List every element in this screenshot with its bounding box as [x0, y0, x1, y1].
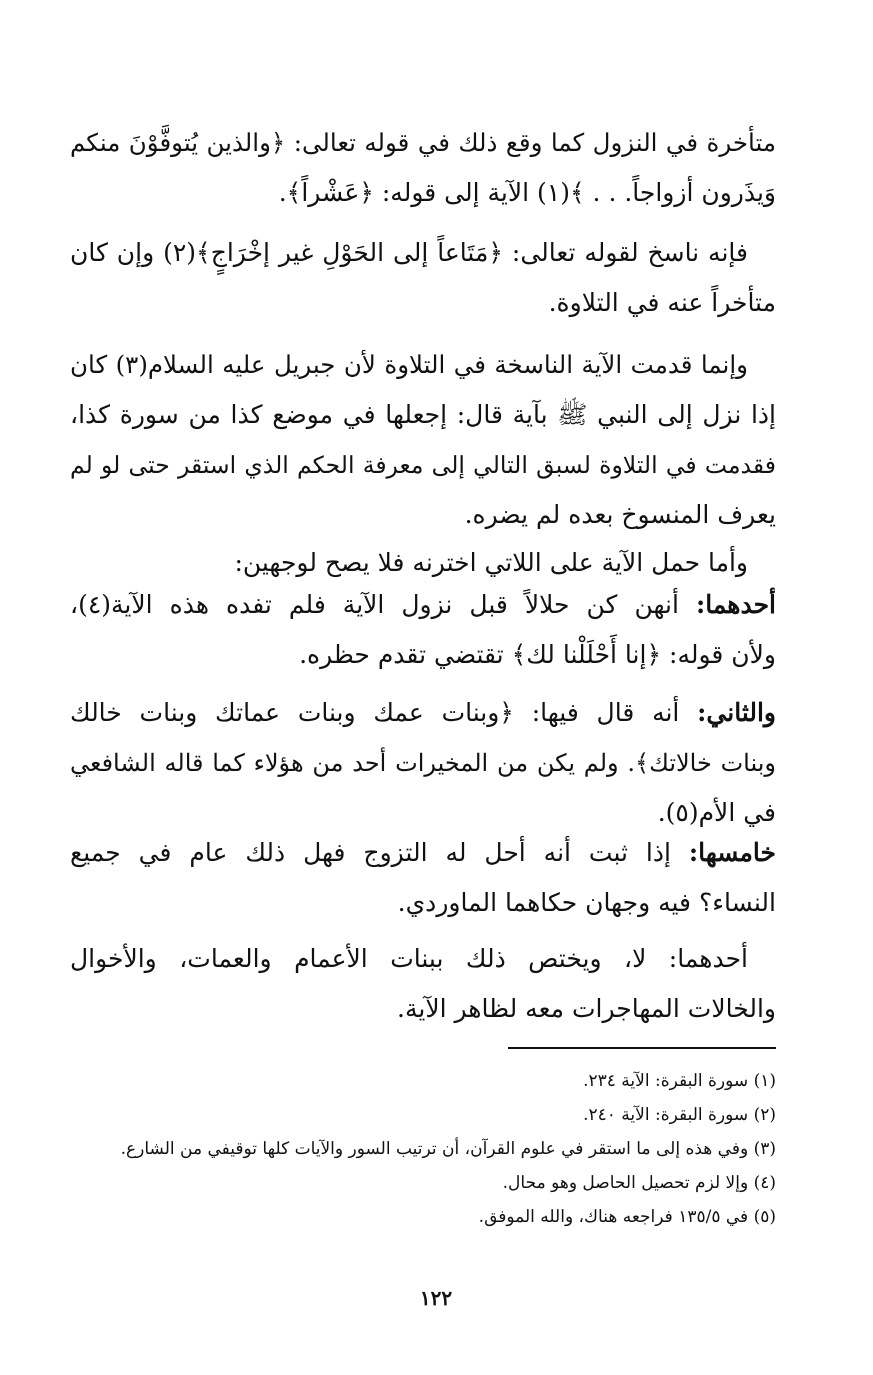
footnote-3: (٣) وفي هذه إلى ما استقر في علوم القرآن، أن ترتيب السور والآيات كلها توقيفي من الشارع.: [120, 1139, 776, 1159]
text-line-10: [70, 580, 776, 630]
text-line-11: ولأن قوله: ﴿إنا أَحْلَلْنا لك﴾ تقتضي تقدم حظره.: [299, 640, 776, 669]
footnote-separator: [508, 1047, 776, 1049]
text-line-6: إذا نزل إلى النبي ﷺ بآية قال: إجعلها في موضع كذا من سورة كذا،: [70, 400, 776, 429]
text-line-1: متأخرة في النزول كما وقع ذلك في قوله تعالى: ﴿والذين يُتوفَّوْنَ منكم: [70, 128, 776, 157]
text-line-12: [70, 688, 776, 738]
text-line-14: في الأم(٥).: [657, 798, 776, 827]
text-line-13: وبنات خالاتك﴾. ولم يكن من المخيرات أحد من هؤلاء كما قاله الشافعي: [70, 749, 776, 777]
text-line-18: والخالات المهاجرات معه لظاهر الآية.: [397, 994, 776, 1023]
text-line-10-body: أنهن كن حلالاً قبل نزول الآية فلم تفده هذه الآية(٤)،: [70, 590, 679, 619]
text-line-8: يعرف المنسوخ بعده لم يضره.: [464, 500, 776, 529]
text-line-12-body: أنه قال فيها: ﴿وبنات عمك وبنات عماتك وبنات خالك: [70, 698, 680, 727]
label-second: والثاني:: [697, 698, 776, 727]
text-line-9: وأما حمل الآية على اللاتي اخترنه فلا يصح لوجهين:: [234, 548, 748, 577]
text-line-15-body: إذا ثبت أنه أحل له التزوج فهل ذلك عام في جميع: [70, 838, 671, 867]
footnote-2: (٢) سورة البقرة: الآية ٢٤٠.: [583, 1105, 776, 1125]
text-line-2: وَيذَرون أزواجاً. . . ﴾(١) الآية إلى قوله: ﴿عَشْراً﴾.: [278, 178, 776, 207]
footnote-4: (٤) وإلا لزم تحصيل الحاصل وهو محال.: [502, 1173, 776, 1193]
footnote-5: (٥) في ١٣٥/٥ فراجعه هناك، والله الموفق.: [478, 1207, 776, 1227]
text-line-15: [70, 828, 776, 878]
text-line-3: فإنه ناسخ لقوله تعالى: ﴿مَتَاعاً إلى الحَوْلِ غير إخْرَاجٍ﴾(٢) وإن كان: [70, 238, 748, 267]
text-line-16: النساء؟ فيه وجهان حكاهما الماوردي.: [397, 888, 776, 917]
label-first: أحدهما:: [695, 590, 776, 619]
footnote-1: (١) سورة البقرة: الآية ٢٣٤.: [583, 1071, 776, 1091]
text-line-5: وإنما قدمت الآية الناسخة في التلاوة لأن جبريل عليه السلام(٣) كان: [70, 350, 748, 379]
text-line-4: متأخراً عنه في التلاوة.: [548, 288, 776, 317]
text-line-7: فقدمت في التلاوة لسبق التالي إلى معرفة الحكم الذي استقر حتى لو لم: [70, 451, 776, 479]
text-line-17: أحدهما: لا، ويختص ذلك ببنات الأعمام والعمات، والأخوال: [70, 944, 748, 973]
label-fifth: خامسها:: [688, 838, 776, 867]
page-number: ١٢٢: [419, 1286, 453, 1310]
